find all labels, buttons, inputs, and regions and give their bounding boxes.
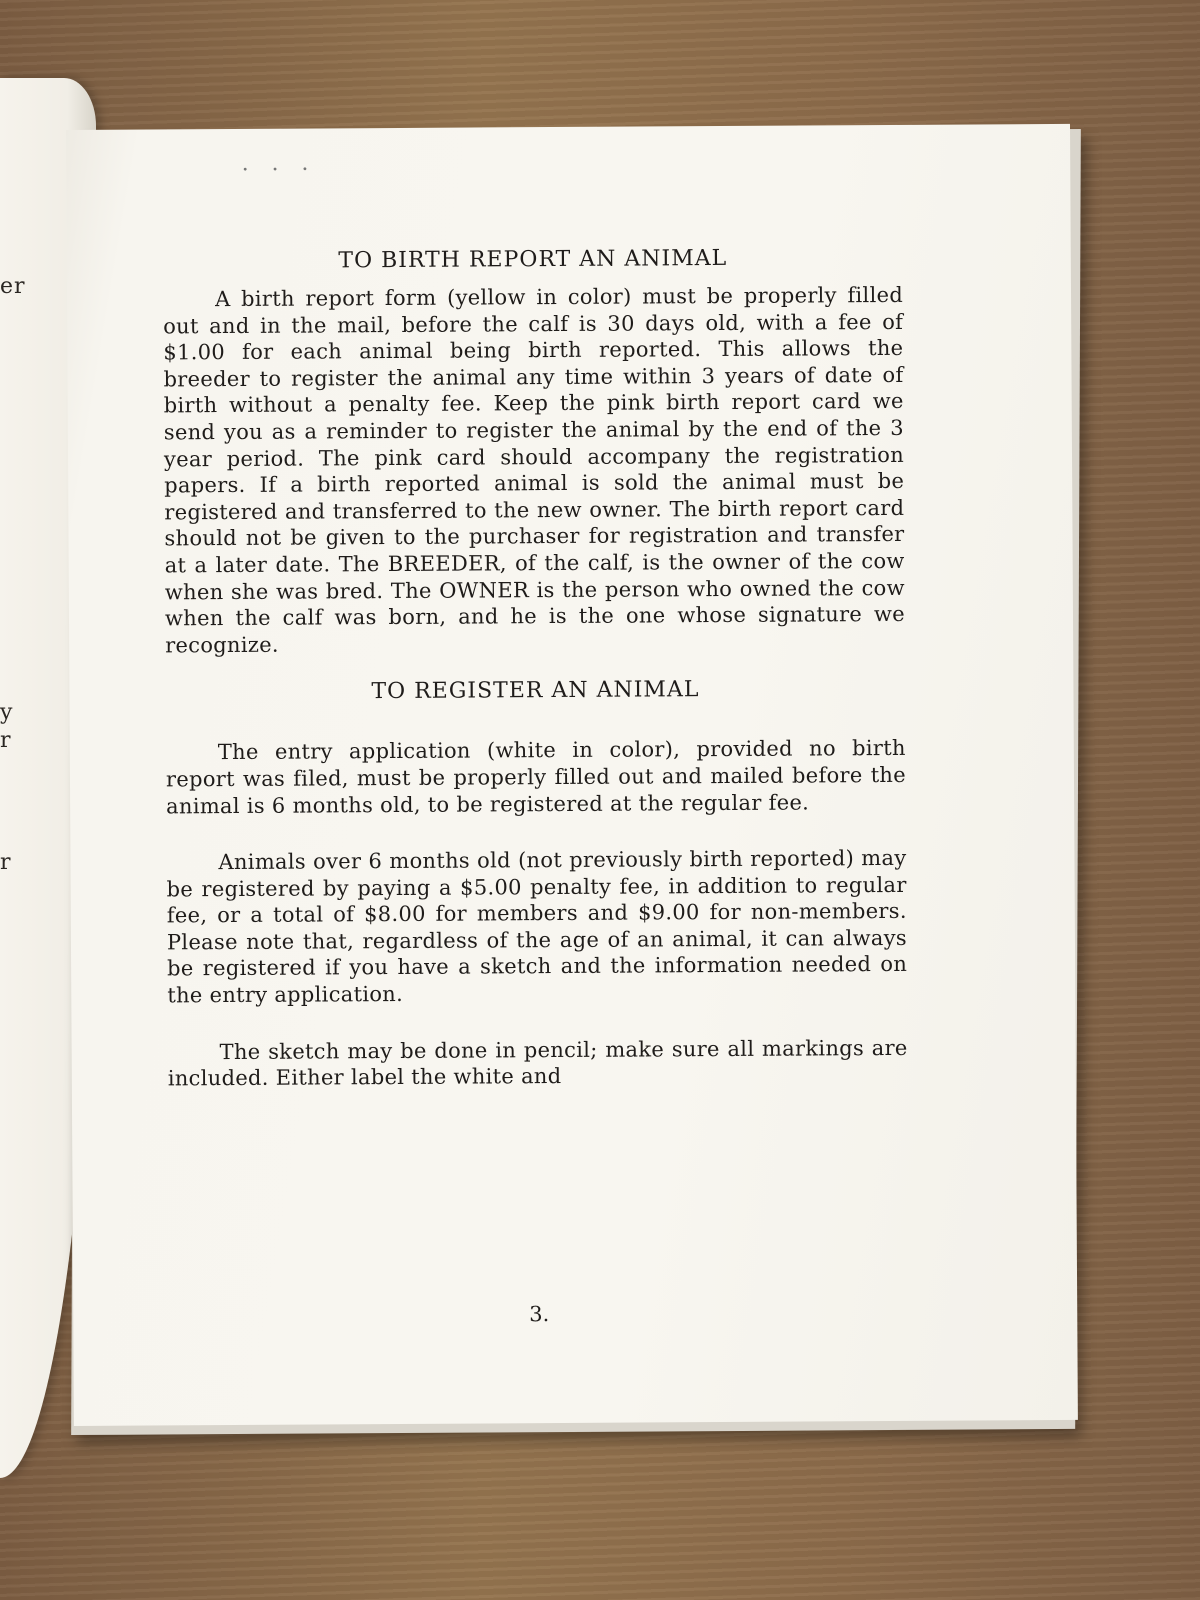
left-page-text-fragment: er — [0, 274, 26, 299]
section-heading-birth-report: TO BIRTH REPORT AN ANIMAL — [338, 245, 728, 274]
document-page — [66, 124, 1078, 1426]
paragraph-penalty-fee: Animals over 6 months old (not previously birth reported) may be registered by paying a $5.00 penalty fee, in addition to regular fee, or a total of $8.00 for members and $9.00 for non-members. Please note that, regardless of the age of an animal, it can always be registered if you have a sketch and the information needed on the entry application. — [166, 845, 908, 1008]
paragraph-entry-application: The entry application (white in color), provided no birth report was filed, must be properly filled out and mailed before the animal is 6 months old, to be registered at the regular fee. — [165, 736, 907, 818]
page-content — [163, 245, 908, 1327]
left-page-text-fragment: y — [0, 700, 14, 725]
print-specks: ••• — [242, 164, 332, 176]
paragraph-birth-report: A birth report form (yellow in color) must be properly filled out and in the mail, before the calf is 30 days old, with a fee of $1.00 for each animal being birth reported. This allows the breeder to register the animal any time within 3 years of date of birth without a penalty fee. Keep the pink birth report card we send you as a reminder to register the animal by the end of the 3 year period. The pink card should accompany the registration papers. If a birth reported animal is sold the animal must be registered and transferred to the new owner. The birth report card should not be given to the purchaser for registration and transfer at a later date. The BREEDER, of the calf, is the owner of the cow when she was bred. The OWNER is the person who owned the cow when the calf was born, and he is the one whose signature we recognize. — [163, 282, 906, 658]
left-page-text-fragment: r — [0, 850, 12, 875]
paragraph-sketch: The sketch may be done in pencil; make sure all markings are included. Either label the white and — [167, 1035, 908, 1091]
left-page-text-fragment: r — [0, 728, 12, 753]
page-number: 3. — [529, 1302, 550, 1327]
section-heading-register: TO REGISTER AN ANIMAL — [371, 677, 700, 705]
